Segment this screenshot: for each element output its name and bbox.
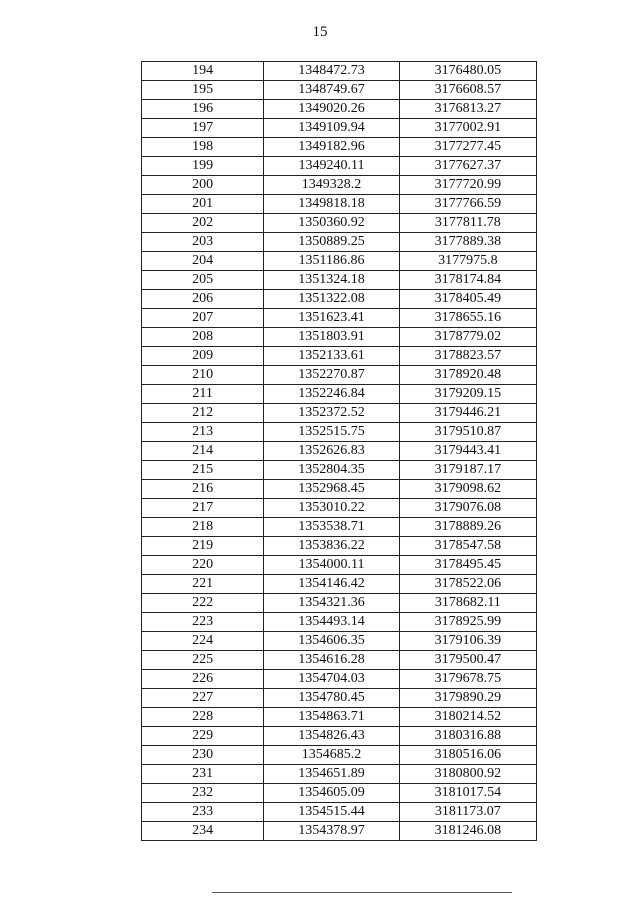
x-coordinate-cell: 1353010.22 <box>264 499 399 518</box>
y-coordinate-cell: 3178495.45 <box>399 556 536 575</box>
x-coordinate-cell: 1351623.41 <box>264 309 399 328</box>
x-coordinate-cell: 1349328.2 <box>264 176 399 195</box>
x-coordinate-cell: 1350889.25 <box>264 233 399 252</box>
table-row <box>142 708 537 727</box>
x-coordinate-cell: 1354606.35 <box>264 632 399 651</box>
y-coordinate-cell: 3179890.29 <box>399 689 536 708</box>
point-number-cell: 203 <box>142 233 264 252</box>
y-coordinate-cell: 3177720.99 <box>399 176 536 195</box>
y-coordinate-cell: 3179678.75 <box>399 670 536 689</box>
table-row <box>142 214 537 233</box>
x-coordinate-cell: 1352246.84 <box>264 385 399 404</box>
x-coordinate-cell: 1354515.44 <box>264 803 399 822</box>
table-row <box>142 784 537 803</box>
table-row <box>142 309 537 328</box>
table-row <box>142 81 537 100</box>
table-row <box>142 442 537 461</box>
x-coordinate-cell: 1349109.94 <box>264 119 399 138</box>
point-number-cell: 222 <box>142 594 264 613</box>
y-coordinate-cell: 3179443.41 <box>399 442 536 461</box>
x-coordinate-cell: 1348472.73 <box>264 62 399 81</box>
table-row <box>142 233 537 252</box>
y-coordinate-cell: 3177811.78 <box>399 214 536 233</box>
table-row <box>142 328 537 347</box>
x-coordinate-cell: 1349182.96 <box>264 138 399 157</box>
x-coordinate-cell: 1354605.09 <box>264 784 399 803</box>
page-number: 15 <box>312 24 328 40</box>
point-number-cell: 228 <box>142 708 264 727</box>
y-coordinate-cell: 3180214.52 <box>399 708 536 727</box>
table-row <box>142 499 537 518</box>
point-number-cell: 218 <box>142 518 264 537</box>
x-coordinate-cell: 1354780.45 <box>264 689 399 708</box>
table-row <box>142 100 537 119</box>
y-coordinate-cell: 3181173.07 <box>399 803 536 822</box>
point-number-cell: 225 <box>142 651 264 670</box>
x-coordinate-cell: 1350360.92 <box>264 214 399 233</box>
coordinates-table <box>141 61 537 841</box>
point-number-cell: 234 <box>142 822 264 841</box>
y-coordinate-cell: 3179187.17 <box>399 461 536 480</box>
table-row <box>142 594 537 613</box>
point-number-cell: 215 <box>142 461 264 480</box>
table-row <box>142 689 537 708</box>
point-number-cell: 198 <box>142 138 264 157</box>
y-coordinate-cell: 3180800.92 <box>399 765 536 784</box>
x-coordinate-cell: 1351322.08 <box>264 290 399 309</box>
x-coordinate-cell: 1348749.67 <box>264 81 399 100</box>
x-coordinate-cell: 1354000.11 <box>264 556 399 575</box>
point-number-cell: 205 <box>142 271 264 290</box>
table-row <box>142 195 537 214</box>
y-coordinate-cell: 3181246.08 <box>399 822 536 841</box>
point-number-cell: 220 <box>142 556 264 575</box>
x-coordinate-cell: 1351803.91 <box>264 328 399 347</box>
table-row <box>142 423 537 442</box>
y-coordinate-cell: 3177002.91 <box>399 119 536 138</box>
table-row <box>142 480 537 499</box>
point-number-cell: 211 <box>142 385 264 404</box>
table-row <box>142 290 537 309</box>
table-row <box>142 176 537 195</box>
point-number-cell: 195 <box>142 81 264 100</box>
y-coordinate-cell: 3177889.38 <box>399 233 536 252</box>
table-row <box>142 271 537 290</box>
table-row <box>142 252 537 271</box>
y-coordinate-cell: 3180516.06 <box>399 746 536 765</box>
x-coordinate-cell: 1354616.28 <box>264 651 399 670</box>
x-coordinate-cell: 1354146.42 <box>264 575 399 594</box>
x-coordinate-cell: 1354321.36 <box>264 594 399 613</box>
point-number-cell: 231 <box>142 765 264 784</box>
y-coordinate-cell: 3179076.08 <box>399 499 536 518</box>
y-coordinate-cell: 3178823.57 <box>399 347 536 366</box>
x-coordinate-cell: 1349240.11 <box>264 157 399 176</box>
y-coordinate-cell: 3178547.58 <box>399 537 536 556</box>
point-number-cell: 207 <box>142 309 264 328</box>
table-row <box>142 119 537 138</box>
y-coordinate-cell: 3178779.02 <box>399 328 536 347</box>
table-row <box>142 157 537 176</box>
point-number-cell: 219 <box>142 537 264 556</box>
table-row <box>142 651 537 670</box>
x-coordinate-cell: 1354493.14 <box>264 613 399 632</box>
x-coordinate-cell: 1353836.22 <box>264 537 399 556</box>
x-coordinate-cell: 1352968.45 <box>264 480 399 499</box>
table-row <box>142 385 537 404</box>
y-coordinate-cell: 3177975.8 <box>399 252 536 271</box>
point-number-cell: 224 <box>142 632 264 651</box>
point-number-cell: 208 <box>142 328 264 347</box>
point-number-cell: 232 <box>142 784 264 803</box>
table-row <box>142 632 537 651</box>
table-row <box>142 746 537 765</box>
footer-rule <box>212 892 512 893</box>
y-coordinate-cell: 3176480.05 <box>399 62 536 81</box>
x-coordinate-cell: 1354863.71 <box>264 708 399 727</box>
x-coordinate-cell: 1351324.18 <box>264 271 399 290</box>
point-number-cell: 233 <box>142 803 264 822</box>
y-coordinate-cell: 3177627.37 <box>399 157 536 176</box>
table-row <box>142 670 537 689</box>
point-number-cell: 200 <box>142 176 264 195</box>
y-coordinate-cell: 3181017.54 <box>399 784 536 803</box>
table-row <box>142 138 537 157</box>
point-number-cell: 230 <box>142 746 264 765</box>
table-row <box>142 366 537 385</box>
point-number-cell: 214 <box>142 442 264 461</box>
point-number-cell: 227 <box>142 689 264 708</box>
table-row <box>142 404 537 423</box>
y-coordinate-cell: 3178889.26 <box>399 518 536 537</box>
point-number-cell: 213 <box>142 423 264 442</box>
y-coordinate-cell: 3179510.87 <box>399 423 536 442</box>
point-number-cell: 199 <box>142 157 264 176</box>
y-coordinate-cell: 3179106.39 <box>399 632 536 651</box>
x-coordinate-cell: 1352515.75 <box>264 423 399 442</box>
y-coordinate-cell: 3180316.88 <box>399 727 536 746</box>
y-coordinate-cell: 3178174.84 <box>399 271 536 290</box>
x-coordinate-cell: 1349020.26 <box>264 100 399 119</box>
point-number-cell: 221 <box>142 575 264 594</box>
y-coordinate-cell: 3179098.62 <box>399 480 536 499</box>
x-coordinate-cell: 1354651.89 <box>264 765 399 784</box>
point-number-cell: 197 <box>142 119 264 138</box>
point-number-cell: 196 <box>142 100 264 119</box>
table-row <box>142 765 537 784</box>
point-number-cell: 217 <box>142 499 264 518</box>
x-coordinate-cell: 1352804.35 <box>264 461 399 480</box>
coordinates-table-body <box>142 62 537 841</box>
point-number-cell: 206 <box>142 290 264 309</box>
table-row <box>142 347 537 366</box>
x-coordinate-cell: 1349818.18 <box>264 195 399 214</box>
table-row <box>142 62 537 81</box>
point-number-cell: 210 <box>142 366 264 385</box>
x-coordinate-cell: 1354704.03 <box>264 670 399 689</box>
x-coordinate-cell: 1352626.83 <box>264 442 399 461</box>
y-coordinate-cell: 3176608.57 <box>399 81 536 100</box>
point-number-cell: 202 <box>142 214 264 233</box>
point-number-cell: 204 <box>142 252 264 271</box>
table-row <box>142 461 537 480</box>
y-coordinate-cell: 3178682.11 <box>399 594 536 613</box>
table-row <box>142 575 537 594</box>
y-coordinate-cell: 3179209.15 <box>399 385 536 404</box>
x-coordinate-cell: 1354685.2 <box>264 746 399 765</box>
x-coordinate-cell: 1353538.71 <box>264 518 399 537</box>
x-coordinate-cell: 1354378.97 <box>264 822 399 841</box>
x-coordinate-cell: 1352372.52 <box>264 404 399 423</box>
x-coordinate-cell: 1352270.87 <box>264 366 399 385</box>
table-row <box>142 727 537 746</box>
point-number-cell: 229 <box>142 727 264 746</box>
table-row <box>142 537 537 556</box>
y-coordinate-cell: 3178925.99 <box>399 613 536 632</box>
point-number-cell: 201 <box>142 195 264 214</box>
y-coordinate-cell: 3179500.47 <box>399 651 536 670</box>
y-coordinate-cell: 3178920.48 <box>399 366 536 385</box>
table-row <box>142 613 537 632</box>
y-coordinate-cell: 3177766.59 <box>399 195 536 214</box>
y-coordinate-cell: 3179446.21 <box>399 404 536 423</box>
point-number-cell: 223 <box>142 613 264 632</box>
point-number-cell: 216 <box>142 480 264 499</box>
y-coordinate-cell: 3178405.49 <box>399 290 536 309</box>
point-number-cell: 209 <box>142 347 264 366</box>
y-coordinate-cell: 3176813.27 <box>399 100 536 119</box>
y-coordinate-cell: 3178655.16 <box>399 309 536 328</box>
point-number-cell: 212 <box>142 404 264 423</box>
table-row <box>142 822 537 841</box>
point-number-cell: 226 <box>142 670 264 689</box>
x-coordinate-cell: 1352133.61 <box>264 347 399 366</box>
x-coordinate-cell: 1354826.43 <box>264 727 399 746</box>
y-coordinate-cell: 3177277.45 <box>399 138 536 157</box>
table-row <box>142 518 537 537</box>
table-row <box>142 803 537 822</box>
x-coordinate-cell: 1351186.86 <box>264 252 399 271</box>
table-row <box>142 556 537 575</box>
y-coordinate-cell: 3178522.06 <box>399 575 536 594</box>
point-number-cell: 194 <box>142 62 264 81</box>
